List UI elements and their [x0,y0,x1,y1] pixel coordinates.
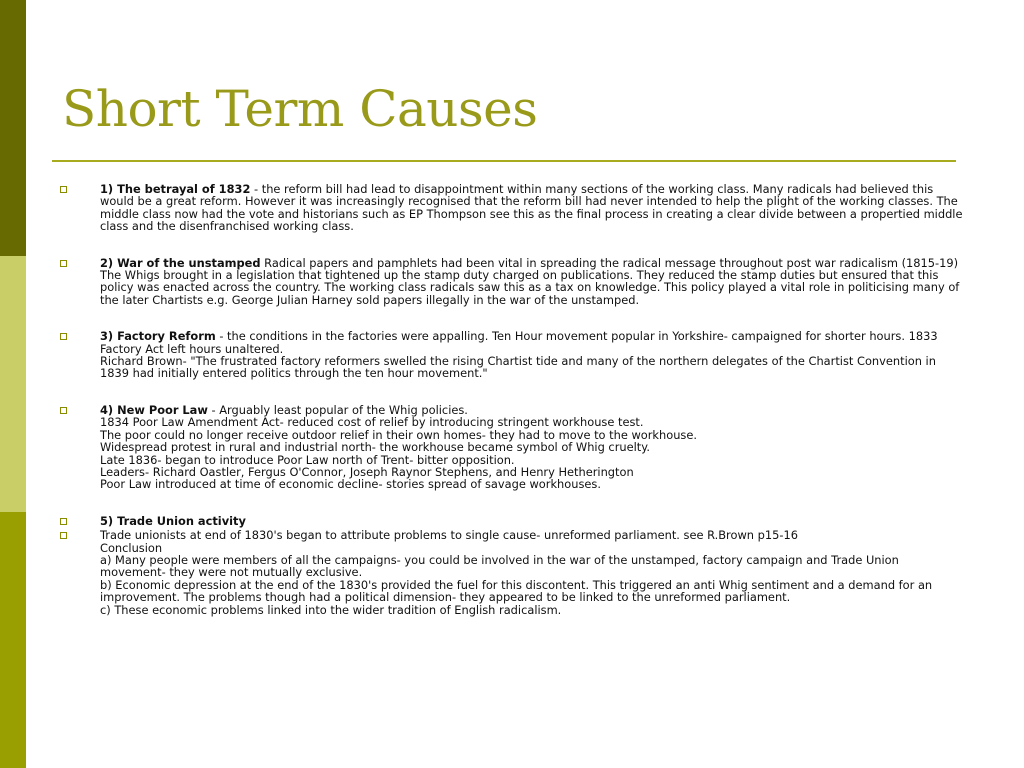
bullet-item-betrayal-1832 [60,183,964,233]
accent-bar-dark-segment [0,0,26,256]
bullet-text: a) Many people were members of all the campaigns- you could be involved in the war of the unstamped, factory campaign and Trade Union movement- they were not mutually exclusive. [100,552,899,580]
bullet-text: Radical papers and pamphlets had been vital in spreading the radical message throughout post war radicalism (1815-19) The Whigs brought in a legislation that tightened up the stamp duty charged on publications. They reduced the stamp duties but ensured that this policy was enacted across the country. The working class radicals saw this as a tax on knowledge. This policy played a vital role in politicising many of the later Chartists e.g. George Julian Harney sold papers illegally in the war of the unstamped. [100,255,960,307]
bullet-text: Trade unionists at end of 1830's began to attribute problems to single cause- unreformed parliament. see R.Brown p15-16 [100,528,798,543]
bullet-heading: 1) The betrayal of 1832 [100,182,251,196]
bullet-heading: 2) War of the unstamped [100,255,261,270]
square-bullet-icon [60,186,67,193]
bullet-text: b) Economic depression at the end of the 1830's provided the fuel for this discontent. This triggered an anti Whig sentiment and a demand for an improvement. The problems though had a political dimension- they appeared to be linked to the unreformed parliament. [100,577,933,605]
bullet-text: - the reform bill had lead to disappointment within many sections of the working class. Many radicals had believed this would be a great reform. However it was increasingly recognised that the reform bill had never intended to help the plight of the working classes. The middle class now had the vote and historians such as EP Thompson see this as the final process in creating a clear divide between a propertied middle class and the disenfranchised working class. [100,182,963,234]
square-bullet-icon [60,518,67,525]
bullet-heading: 4) New Poor Law [100,402,208,417]
bullet-text: Late 1836- began to introduce Poor Law north of Trent- bitter opposition. [100,452,515,467]
left-accent-bar [0,0,26,768]
bullet-text: Poor Law introduced at time of economic decline- stories spread of savage workhouses. [100,477,601,492]
conclusion-heading: Conclusion [100,540,163,555]
bullet-text: Widespread protest in rural and industrial north- the workhouse became symbol of Whig cruelty. [100,440,650,455]
bullet-text: The poor could no longer receive outdoor relief in their own homes- they had to move to the workhouse. [100,427,697,442]
title-divider [52,160,956,162]
bullet-item-factory-reform [60,330,964,380]
bullet-text: 1834 Poor Law Amendment Act- reduced cost of relief by introducing stringent workhouse test. [100,415,644,430]
bullet-list [60,183,964,640]
bullet-item-trade-unionists-conclusion [60,529,964,616]
bullet-text: Richard Brown- "The frustrated factory reformers swelled the rising Chartist tide and many of the northern delegates of the Chartist Convention in 1839 had initially entered politics through the ten hour movement." [100,354,936,381]
square-bullet-icon [60,260,67,267]
square-bullet-icon [60,333,67,340]
square-bullet-icon [60,407,67,414]
bullet-first-line [100,330,964,355]
accent-bar-mid-segment [0,512,26,768]
accent-bar-light-segment [0,256,26,512]
bullet-item-war-of-unstamped [60,257,964,307]
bullet-heading: 5) Trade Union activity [100,513,246,528]
slide-title: Short Term Causes [62,80,538,138]
bullet-heading: 3) Factory Reform [100,329,216,344]
bullet-item-trade-union-activity [60,515,964,527]
bullet-text: c) These economic problems linked into the wider tradition of English radicalism. [100,602,562,617]
bullet-text: - the conditions in the factories were appalling. Ten Hour movement popular in Yorkshire- campaigned for shorter hours. 1833 Factory Act left hours unaltered. [100,329,938,356]
bullet-item-new-poor-law [60,404,964,491]
bullet-text: - Arguably least popular of the Whig policies. [207,402,468,417]
square-bullet-icon [60,532,67,539]
bullet-text: Leaders- Richard Oastler, Fergus O'Connor, Joseph Raynor Stephens, and Henry Hetherington [100,464,634,479]
